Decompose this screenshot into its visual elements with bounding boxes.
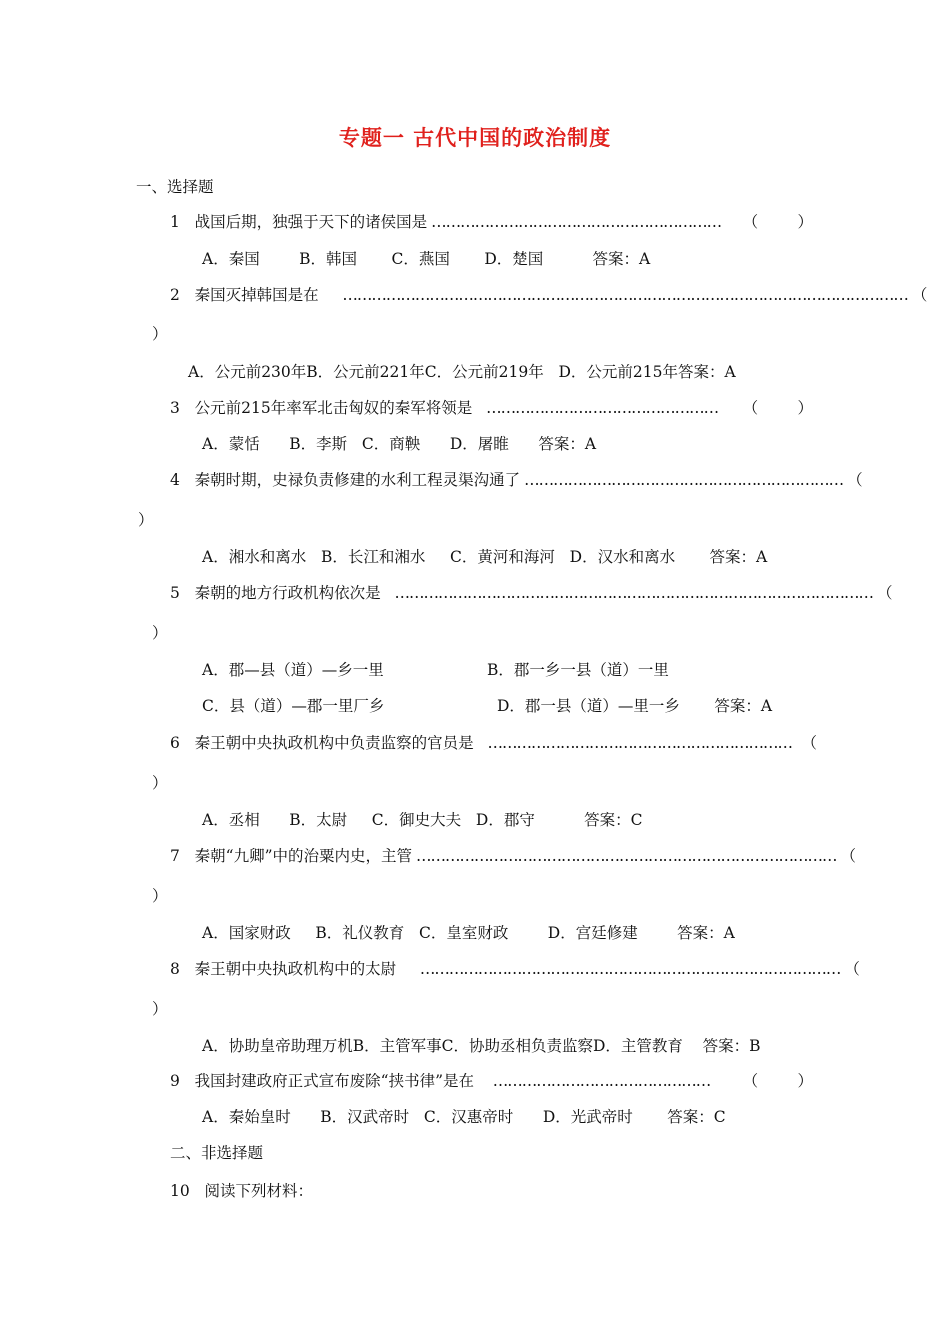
leader-dots: ……………………………………………………………………………	[419, 960, 841, 978]
question-6-options: A．丞相 B．太尉 C．御史大夫 D．郡守 答案：C	[202, 811, 643, 829]
question-5-option-b: B．郡一乡一县（道）一里	[487, 661, 669, 679]
question-3-options: A．蒙恬 B．李斯 C．商鞅 D．屠睢 答案：A	[202, 435, 597, 453]
question-10: 10 阅读下列材料：	[170, 1182, 314, 1200]
question-4-options: A．湘水和离水 B．长江和湘水 C．黄河和海河 D．汉水和离水 答案：A	[202, 548, 768, 566]
question-text: 7 秦朝“九卿”中的治粟内史，主管	[170, 847, 412, 865]
answer-blank-close: ）	[152, 624, 168, 642]
leader-dots: ………………………………………	[492, 1072, 711, 1090]
answer-blank: （ ）	[742, 1072, 813, 1090]
leader-dots: …………………………………………	[486, 399, 719, 417]
question-4	[170, 470, 863, 490]
question-text: 9 我国封建政府正式宣布废除“挟书律”是在	[170, 1072, 489, 1090]
question-1	[170, 212, 813, 232]
leader-dots: ………………………………………………………………………………………	[394, 584, 873, 602]
question-9-options: A．秦始皇时 B．汉武帝时 C．汉惠帝时 D．光武帝时 答案：C	[202, 1108, 726, 1126]
question-text: 1 战国后期，独强于天下的诸侯国是	[170, 213, 428, 231]
answer-blank: （ ）	[742, 399, 813, 417]
question-2-options: A．公元前230年B．公元前221年C．公元前219年 D．公元前215年答案：A	[188, 363, 736, 381]
question-3	[170, 398, 813, 418]
leader-dots: ………………………………………………………	[487, 734, 792, 752]
question-5	[170, 583, 893, 603]
answer-blank-open: （	[801, 734, 817, 752]
answer-blank-open: （	[877, 584, 893, 602]
question-text: 8 秦王朝中央执政机构中的太尉	[170, 960, 416, 978]
question-5-option-c: C．县（道）—郡一里厂乡	[202, 697, 385, 715]
document-title: 专题一 古代中国的政治制度	[338, 125, 612, 150]
question-2	[170, 285, 928, 305]
question-text: 5 秦朝的地方行政机构依次是	[170, 584, 391, 602]
answer-blank-close: ）	[152, 1000, 168, 1018]
answer-blank-open: （	[840, 847, 857, 865]
answer-blank-close: ）	[152, 325, 168, 343]
leader-dots: …………………………………………………………	[524, 471, 844, 489]
leader-dots: ……………………………………………………………………………	[416, 847, 837, 865]
answer-blank: （ ）	[742, 213, 813, 231]
question-5-option-d: D．郡一县（道）—里一乡 答案：A	[497, 697, 773, 715]
question-8-options: A．协助皇帝助理万机B．主管军事C．协助丞相负责监察D．主管教育 答案：B	[202, 1037, 761, 1055]
question-7-options: A．国家财政 B．礼仪教育 C．皇室财政 D．宫廷修建 答案：A	[202, 924, 735, 942]
question-5-option-a: A．郡—县（道）—乡一里	[202, 661, 384, 679]
question-8	[170, 959, 860, 979]
leader-dots: ………………………………………………………………………………………………………	[342, 286, 908, 304]
question-text: 3 公元前215年率军北击匈奴的秦军将领是	[170, 399, 483, 417]
answer-blank-open: （	[844, 960, 860, 978]
section-heading-choice: 一、选择题	[136, 178, 214, 196]
answer-blank-close: ）	[152, 774, 168, 792]
question-text: 4 秦朝时期，史禄负责修建的水利工程灵渠沟通了	[170, 471, 521, 489]
question-7	[170, 846, 857, 866]
question-6	[170, 733, 817, 753]
answer-blank-close: ）	[138, 511, 154, 529]
question-9	[170, 1071, 813, 1091]
answer-blank-open: （	[911, 286, 928, 304]
leader-dots: ……………………………………………………	[431, 213, 722, 231]
question-text: 6 秦王朝中央执政机构中负责监察的官员是	[170, 734, 484, 752]
answer-blank-open: （	[847, 471, 863, 489]
question-text: 2 秦国灭掉韩国是在	[170, 286, 339, 304]
question-1-options: A．秦国 B．韩国 C．燕国 D．楚国 答案：A	[202, 250, 651, 268]
section-heading-nonchoice: 二、非选择题	[170, 1144, 264, 1162]
answer-blank-close: ）	[152, 887, 168, 905]
